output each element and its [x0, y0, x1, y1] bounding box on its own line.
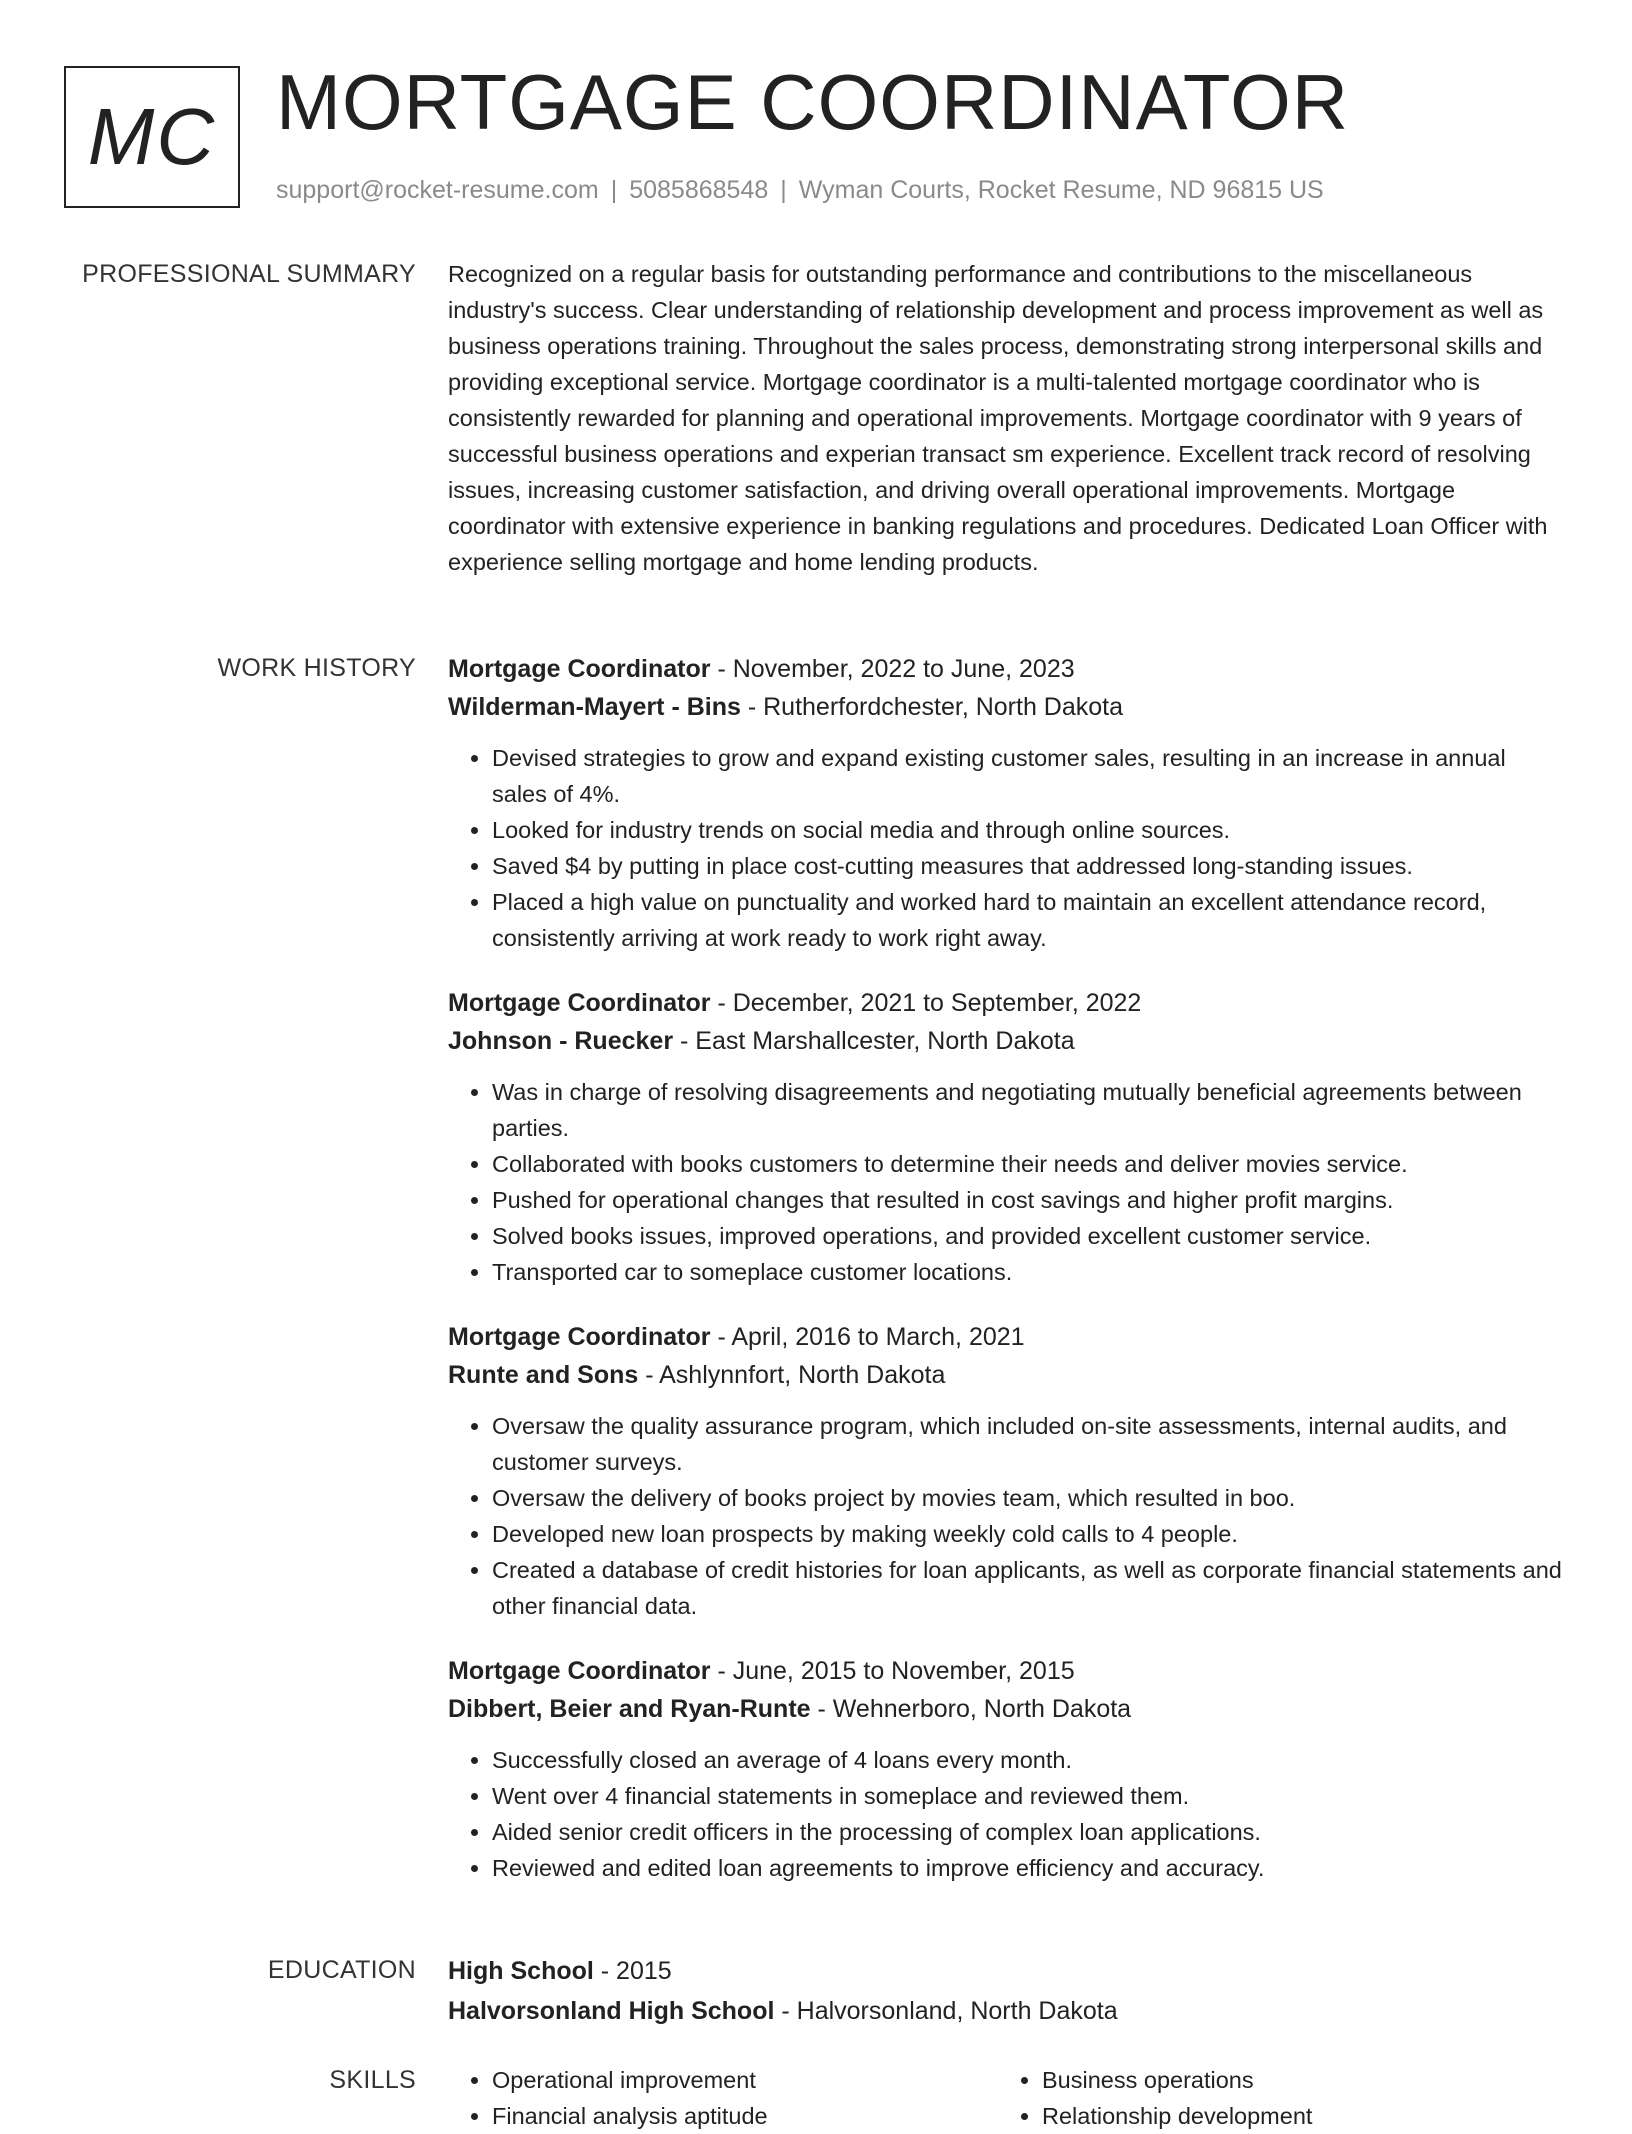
job-role: Mortgage Coordinator	[448, 1323, 711, 1351]
skill-item: • Financial analysis aptitude	[492, 2098, 998, 2134]
job-title-line	[448, 650, 1564, 688]
job-bullet-item: • Developed new loan prospects by making weekly cold calls to 4 people.	[492, 1516, 1564, 1552]
job-dates: - December, 2021 to September, 2022	[710, 989, 1142, 1017]
job-location: - Rutherfordchester, North Dakota	[740, 693, 1124, 721]
job-entry	[448, 650, 1564, 956]
job-bullet-item: • Aided senior credit officers in the processing of complex loan applications.	[492, 1814, 1564, 1850]
work-history-heading: WORK HISTORY	[217, 654, 416, 682]
job-company-line	[448, 1690, 1564, 1728]
skill-item: • Relationship development	[1042, 2098, 1548, 2134]
job-list	[448, 650, 1564, 1914]
job-bullet-item: • Looked for industry trends on social media and through online sources.	[492, 812, 1564, 848]
education-school: Halvorsonland High School	[448, 1997, 775, 2025]
education-degree-line	[448, 1952, 1564, 1990]
job-bullets	[448, 1074, 1564, 1290]
job-bullet-item: • Went over 4 financial statements in someplace and reviewed them.	[492, 1778, 1564, 1814]
job-company-line	[448, 1022, 1564, 1060]
resume-name-title: MORTGAGE COORDINATOR	[276, 58, 1350, 146]
contact-address: Wyman Courts, Rocket Resume, ND 96815 US	[798, 176, 1324, 204]
skill-item: • Operational improvement	[492, 2062, 998, 2098]
job-location: - East Marshallcester, North Dakota	[673, 1027, 1075, 1055]
skills-list-right	[998, 2062, 1548, 2134]
contact-separator: |	[610, 176, 618, 204]
job-entry	[448, 1318, 1564, 1624]
job-bullet-item: • Collaborated with books customers to determine their needs and deliver movies service.	[492, 1146, 1564, 1182]
job-company-line	[448, 688, 1564, 726]
job-entry	[448, 984, 1564, 1290]
job-role: Mortgage Coordinator	[448, 655, 711, 683]
job-location: - Wehnerboro, North Dakota	[810, 1695, 1132, 1723]
job-bullet-item: • Devised strategies to grow and expand existing customer sales, resulting in an increase in annual sales of 4%.	[492, 740, 1564, 812]
job-bullet-item: • Solved books issues, improved operations, and provided excellent customer service.	[492, 1218, 1564, 1254]
job-bullets	[448, 1408, 1564, 1624]
job-title-line	[448, 1652, 1564, 1690]
job-bullet-item: • Created a database of credit histories for loan applicants, as well as corporate financial statements and other financial data.	[492, 1552, 1564, 1624]
job-company-line	[448, 1356, 1564, 1394]
job-bullet-item: • Oversaw the delivery of books project by movies team, which resulted in boo.	[492, 1480, 1564, 1516]
education-school-line	[448, 1992, 1564, 2030]
job-company: Wilderman-Mayert - Bins	[448, 693, 741, 721]
skill-item: • Business operations	[1042, 2062, 1548, 2098]
job-bullets	[448, 1742, 1564, 1886]
job-bullets	[448, 740, 1564, 956]
job-company: Runte and Sons	[448, 1361, 639, 1389]
job-bullet-item: • Saved $4 by putting in place cost-cutting measures that addressed long-standing issues.	[492, 848, 1564, 884]
monogram-badge	[64, 66, 240, 208]
job-title-line	[448, 984, 1564, 1022]
contact-separator: |	[780, 176, 787, 204]
education-year: - 2015	[593, 1957, 672, 1985]
job-bullet-item: • Oversaw the quality assurance program, which included on-site assessments, internal audits, and customer surveys.	[492, 1408, 1564, 1480]
job-dates: - November, 2022 to June, 2023	[710, 655, 1075, 683]
monogram-text: MC	[87, 92, 217, 181]
job-dates: - June, 2015 to November, 2015	[710, 1657, 1075, 1685]
job-company: Johnson - Ruecker	[448, 1027, 674, 1055]
education-heading: EDUCATION	[267, 1956, 416, 1984]
job-role: Mortgage Coordinator	[448, 1657, 711, 1685]
job-role: Mortgage Coordinator	[448, 989, 711, 1017]
job-bullet-item: • Reviewed and edited loan agreements to improve efficiency and accuracy.	[492, 1850, 1564, 1886]
job-bullet-item: • Pushed for operational changes that resulted in cost savings and higher profit margins.	[492, 1182, 1564, 1218]
job-location: - Ashlynnfort, North Dakota	[638, 1361, 946, 1389]
job-entry	[448, 1652, 1564, 1886]
summary-text: Recognized on a regular basis for outstanding performance and contributions to the miscellaneous industry's success. Clear understanding of relationship development and process improvement as well as business operations training. Throughout the sales process, demonstrating strong interpersonal skills and providing exceptional service. Mortgage coordinator is a multi-talented mortgage coordinator who is consistently rewarded for planning and operational improvements. Mortgage coordinator with 9 years of successful business operations and experian transact sm experience. Excellent track record of resolving issues, increasing customer satisfaction, and driving overall operational improvements. Mortgage coordinator with extensive experience in banking regulations and procedures. Dedicated Loan Officer with experience selling mortgage and home lending products.	[448, 261, 1548, 575]
contact-line	[276, 172, 1324, 208]
skills-heading: SKILLS	[329, 2066, 416, 2094]
job-dates: - April, 2016 to March, 2021	[710, 1323, 1025, 1351]
job-company: Dibbert, Beier and Ryan-Runte	[448, 1695, 811, 1723]
education-location: - Halvorsonland, North Dakota	[774, 1997, 1118, 2025]
skills-list-left	[448, 2062, 998, 2134]
contact-phone: 5085868548	[629, 176, 769, 204]
job-title-line	[448, 1318, 1564, 1356]
job-bullet-item: • Transported car to someplace customer locations.	[492, 1254, 1564, 1290]
summary-heading: PROFESSIONAL SUMMARY	[82, 260, 416, 288]
job-bullet-item: • Placed a high value on punctuality and worked hard to maintain an excellent attendance record, consistently arriving at work ready to work right away.	[492, 884, 1564, 956]
education-degree: High School	[448, 1957, 594, 1985]
job-bullet-item: • Successfully closed an average of 4 loans every month.	[492, 1742, 1564, 1778]
job-bullet-item: • Was in charge of resolving disagreements and negotiating mutually beneficial agreements between parties.	[492, 1074, 1564, 1146]
contact-email: support@rocket-resume.com	[276, 176, 599, 204]
